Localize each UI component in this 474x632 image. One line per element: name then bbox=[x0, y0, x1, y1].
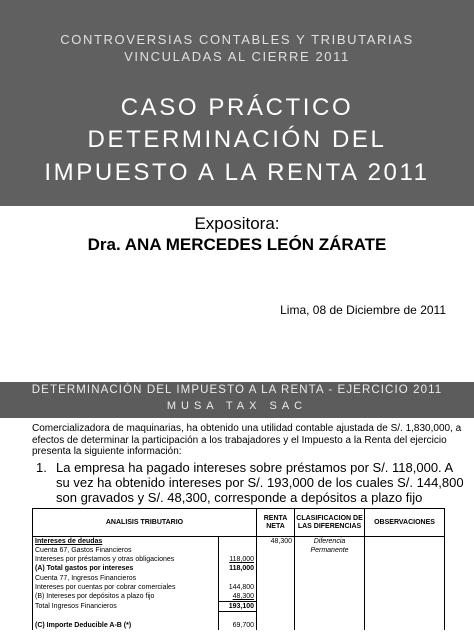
row-label: Total Ingresos Financieros bbox=[33, 601, 219, 611]
row-clasificacion bbox=[295, 621, 365, 630]
row-observacion bbox=[365, 537, 445, 547]
row-renta bbox=[257, 601, 295, 611]
row-clasificacion: Diferencia bbox=[295, 537, 365, 547]
row-clasificacion bbox=[295, 564, 365, 573]
row-observacion bbox=[365, 601, 445, 611]
header-clasificacion: CLASIFICACION DE LAS DIFERENCIAS bbox=[295, 509, 365, 537]
header-analisis: ANALISIS TRIBUTARIO bbox=[33, 509, 257, 537]
row-label: (C) Importe Deducible A-B (*) bbox=[33, 621, 219, 630]
row-renta bbox=[257, 574, 295, 583]
row-renta: 48,300 bbox=[257, 537, 295, 547]
row-label: (A) Total gastos por intereses bbox=[33, 564, 219, 573]
table-row bbox=[33, 611, 445, 620]
place-date: Lima, 08 de Diciembre de 2011 bbox=[280, 303, 446, 317]
row-label: Cuenta 77, Ingresos Financieros bbox=[33, 574, 219, 583]
row-amount bbox=[219, 537, 257, 547]
case-item-text: La empresa ha pagado intereses sobre préstamos por S/. 118,000. A su vez ha obtenido intereses por S/. 193,000 de los cuales S/. 144,800 son gravados y S/. 48,300, corresponde a depósitos a plazo fijo bbox=[56, 460, 464, 505]
expositor-label: Expositora: bbox=[194, 214, 280, 233]
table-row bbox=[33, 546, 445, 555]
row-observacion bbox=[365, 592, 445, 602]
row-clasificacion bbox=[295, 574, 365, 583]
table-row bbox=[33, 601, 445, 611]
row-amount: 144,800 bbox=[219, 583, 257, 592]
row-amount: 118,000 bbox=[219, 564, 257, 573]
table-row bbox=[33, 537, 445, 547]
row-label: Cuenta 67, Gastos Financieros bbox=[33, 546, 219, 555]
row-amount bbox=[219, 611, 257, 620]
row-label: (B) Intereses por depósitos a plazo fijo bbox=[33, 592, 219, 602]
row-observacion bbox=[365, 583, 445, 592]
row-renta bbox=[257, 555, 295, 564]
row-amount: 193,100 bbox=[219, 601, 257, 611]
row-clasificacion bbox=[295, 611, 365, 620]
row-renta bbox=[257, 611, 295, 620]
row-clasificacion bbox=[295, 583, 365, 592]
row-amount bbox=[219, 546, 257, 555]
row-observacion bbox=[365, 546, 445, 555]
row-observacion bbox=[365, 621, 445, 630]
row-renta bbox=[257, 564, 295, 573]
expositor-name: Dra. ANA MERCEDES LEÓN ZÁRATE bbox=[87, 235, 387, 254]
row-amount bbox=[219, 574, 257, 583]
table-row bbox=[33, 555, 445, 564]
case-slide bbox=[0, 370, 474, 632]
row-renta bbox=[257, 592, 295, 602]
slide-title-line2: DETERMINACIÓN DEL bbox=[87, 126, 387, 153]
row-observacion bbox=[365, 574, 445, 583]
row-amount: 69,700 bbox=[219, 621, 257, 630]
event-name-line2: VINCULADAS AL CIERRE 2011 bbox=[124, 49, 350, 64]
row-label: Intereses por préstamos y otras obligaciones bbox=[33, 555, 219, 564]
row-clasificacion bbox=[295, 592, 365, 602]
row-amount: 48,300 bbox=[219, 592, 257, 602]
table-row bbox=[33, 621, 445, 630]
case-item-1 bbox=[36, 460, 466, 505]
row-renta bbox=[257, 583, 295, 592]
title-slide-header bbox=[0, 0, 474, 206]
header-observaciones: OBSERVACIONES bbox=[365, 509, 445, 537]
table-row bbox=[33, 574, 445, 583]
row-clasificacion bbox=[295, 601, 365, 611]
event-name-line1: CONTROVERSIAS CONTABLES Y TRIBUTARIAS bbox=[60, 32, 414, 47]
row-observacion bbox=[365, 611, 445, 620]
row-clasificacion bbox=[295, 555, 365, 564]
row-amount: 118,000 bbox=[219, 555, 257, 564]
tax-analysis-table bbox=[32, 508, 445, 630]
table-row bbox=[33, 583, 445, 592]
case-item-number: 1. bbox=[36, 460, 47, 475]
row-clasificacion: Permanente bbox=[295, 546, 365, 555]
row-label: Intereses por cuentas por cobrar comerciales bbox=[33, 583, 219, 592]
row-label bbox=[33, 611, 219, 620]
table-header-row bbox=[33, 509, 445, 537]
table-row bbox=[33, 592, 445, 602]
case-slide-title: DETERMINACIÓN DEL IMPUESTO A LA RENTA - EJERCICIO 2011 bbox=[31, 384, 443, 396]
row-observacion bbox=[365, 555, 445, 564]
row-label: Intereses de deudas bbox=[33, 537, 219, 547]
header-renta-neta: RENTA NETA bbox=[257, 509, 295, 537]
case-intro-text: Comercializadora de maquinarias, ha obtenido una utilidad contable ajustada de S/. 1,830,000, a efectos de determinar la participación a los trabajadores y el Impuesto a la Renta del ejercicio presenta la siguiente información: bbox=[32, 423, 462, 457]
slide-title-line3: IMPUESTO A LA RENTA 2011 bbox=[44, 159, 430, 186]
row-renta bbox=[257, 621, 295, 630]
row-observacion bbox=[365, 564, 445, 573]
table-row bbox=[33, 564, 445, 573]
case-slide-header bbox=[0, 382, 474, 418]
row-renta bbox=[257, 546, 295, 555]
company-name: MUSA TAX SAC bbox=[166, 400, 308, 412]
slide-title-line1: CASO PRÁCTICO bbox=[120, 94, 354, 121]
